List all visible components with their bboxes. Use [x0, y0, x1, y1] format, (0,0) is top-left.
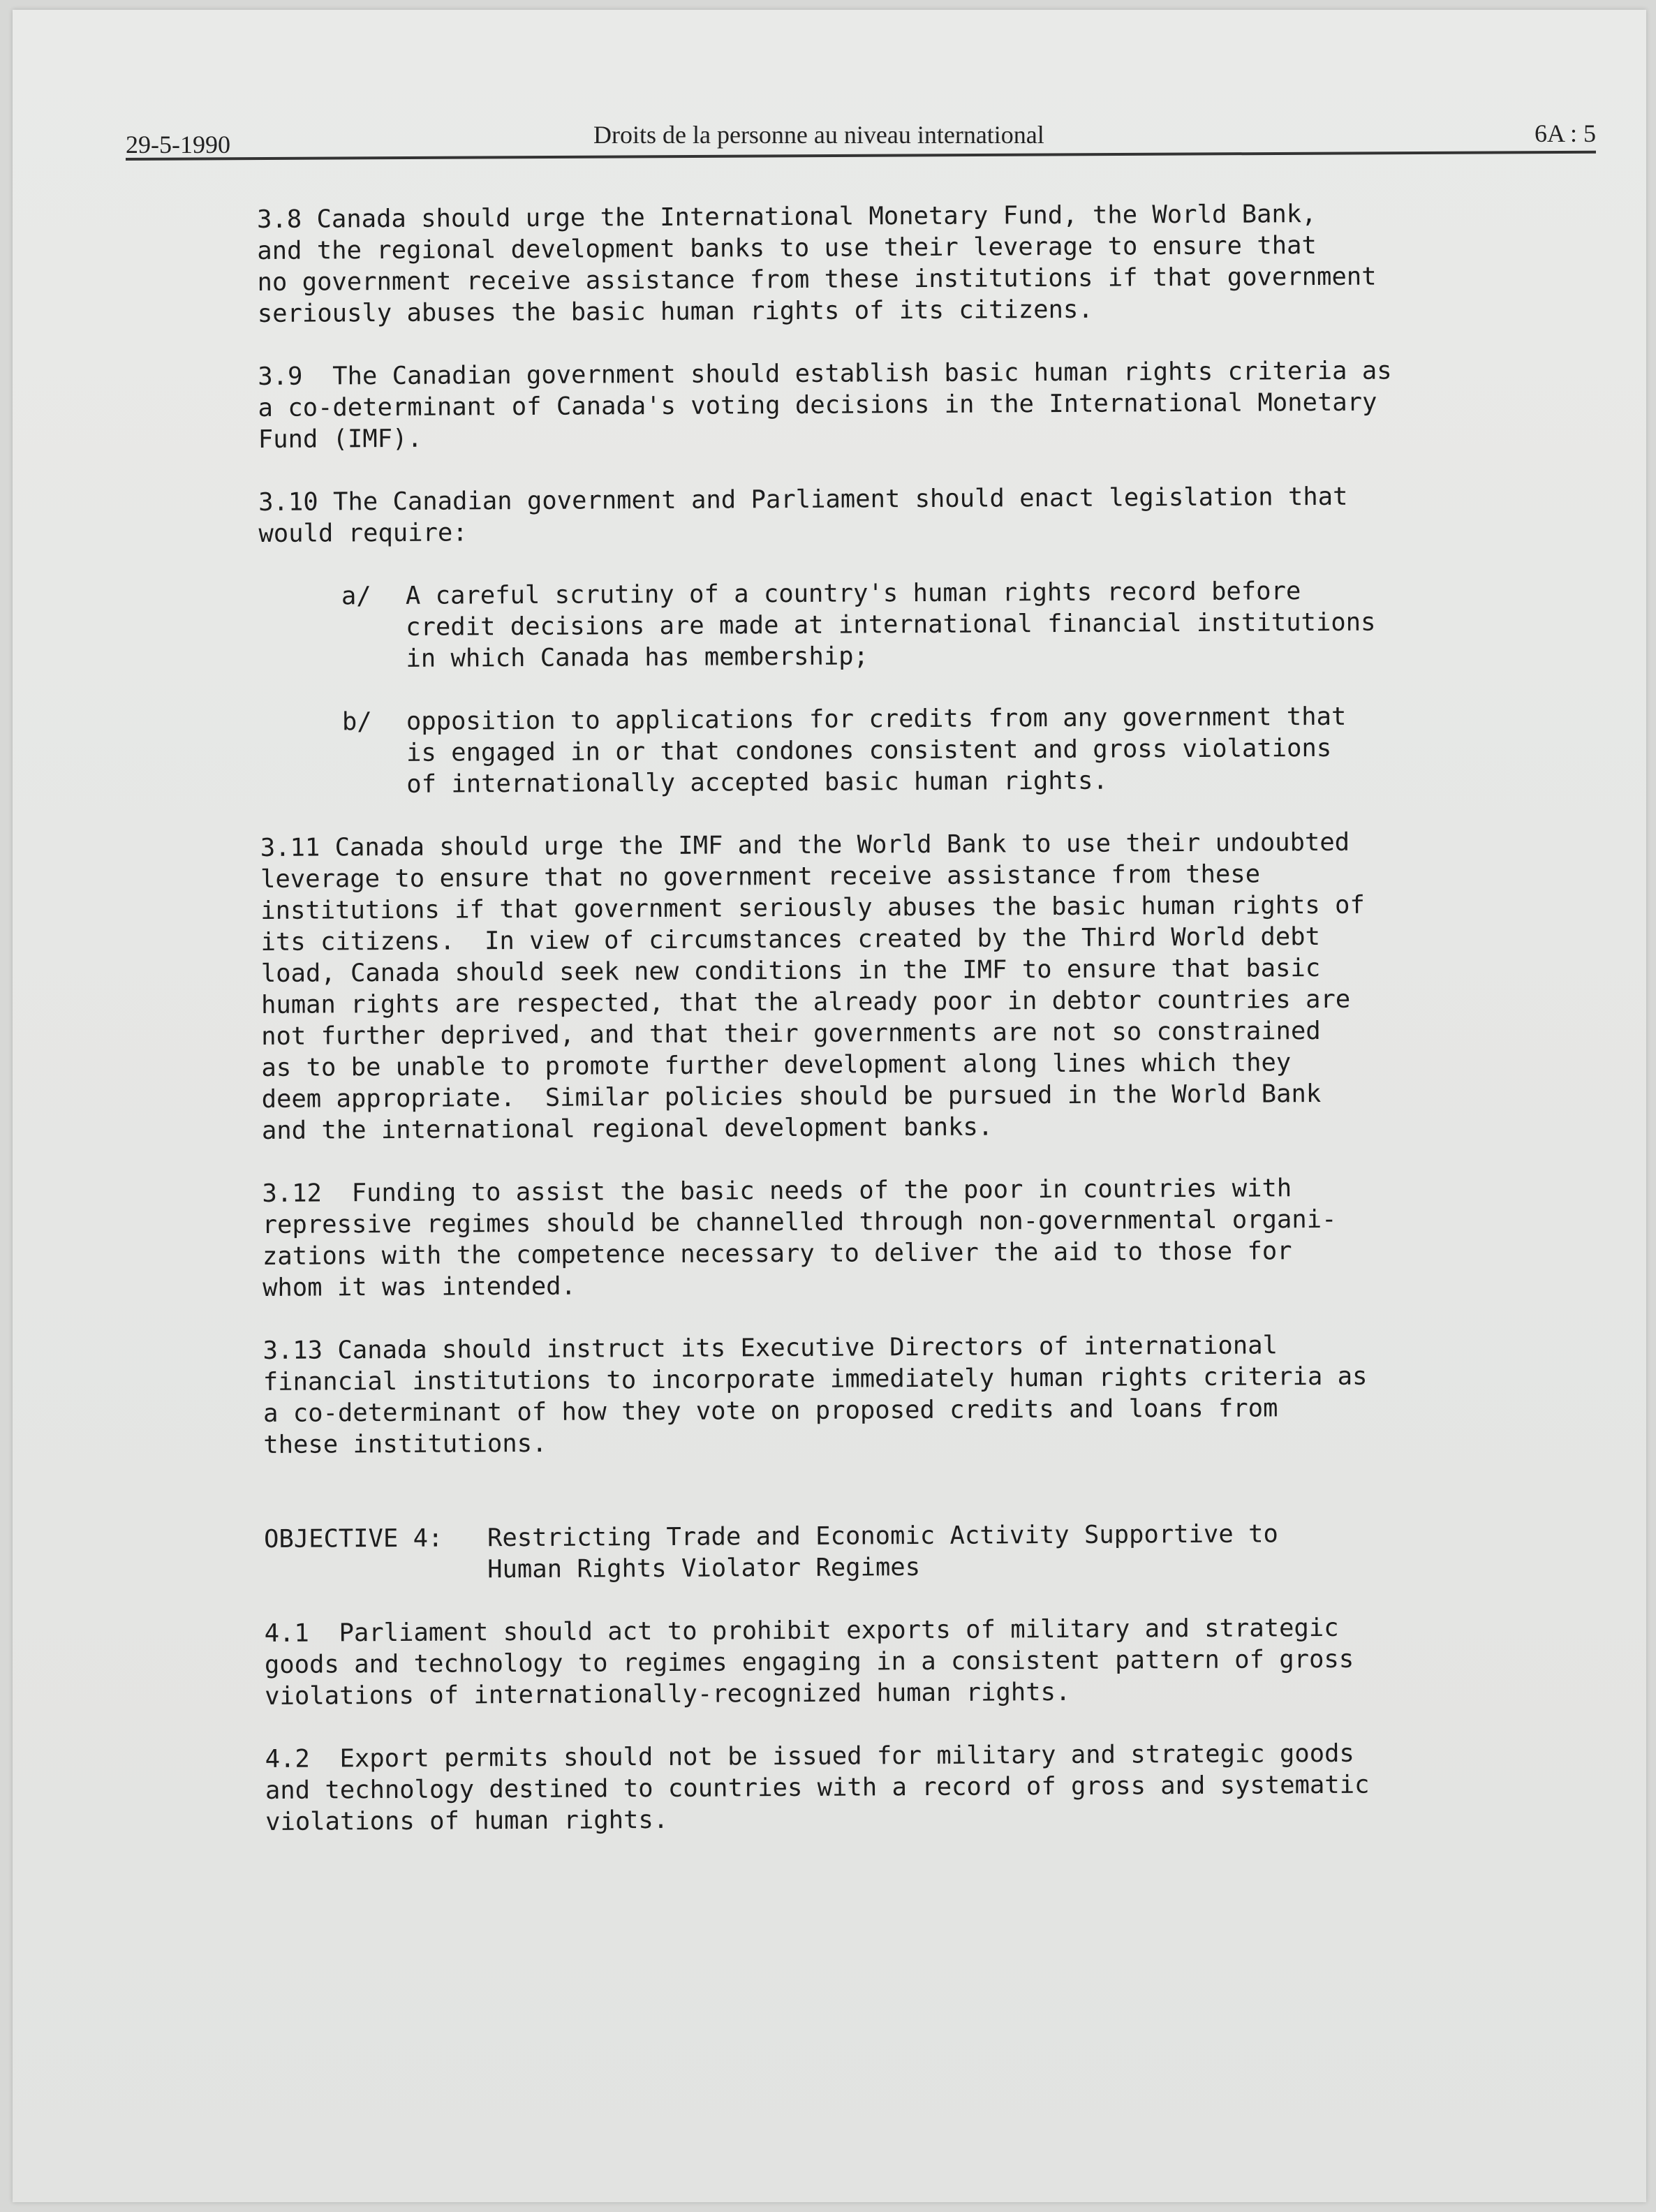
objective-label: OBJECTIVE 4:: [263, 1524, 443, 1554]
list-marker-a: a/: [341, 582, 371, 611]
objective-4-heading: [264, 1517, 1493, 1586]
list-item-a: [341, 575, 1488, 675]
paragraph-4-1: 4.1 Parliament should act to prohibit exports of military and strategic goods and technology to regimes engaging in a consistent pattern of gross violations of internationally-recognized human rights.: [264, 1613, 1354, 1711]
paragraph-4-2: 4.2 Export permits should not be issued for military and strategic goods and technology destined to countries with a record of gross and systematic violations of human rights.: [265, 1739, 1370, 1836]
list-item-b: [342, 700, 1489, 801]
paragraph-3-9: 3.9 The Canadian government should establish basic human rights criteria as a co-determinant of Canada's voting decisions in the International Monetary Fund (IMF).: [258, 356, 1392, 454]
list-marker-b: b/: [341, 707, 372, 737]
paragraph-3-8: 3.8 Canada should urge the International Monetary Fund, the World Bank, and the regional development banks to use their leverage to ensure that no government receive assistance from these institutions if that government seriously abuses the basic human rights of its citizens.: [257, 200, 1377, 328]
paragraph-3-12: 3.12 Funding to assist the basic needs of the poor in countries with repressive regimes should be channelled through non-governmental organi- zations with the competence necessary to deliver the aid to those for whom it was intended.: [262, 1174, 1337, 1302]
header-title: Droits de la personne au niveau international: [593, 121, 1044, 149]
document-body: [257, 198, 1494, 1869]
list-text-b: opposition to applications for credits from any government that is engaged in or that condones consistent and gross violations of internationally accepted basic human rights.: [406, 702, 1347, 799]
paragraph-3-11: 3.11 Canada should urge the IMF and the World Bank to use their undoubted leverage to ensure that no government receive assistance from these institutions if that government seriously abuses the basic human rights of its citizens. In view of circumstances created by the Third World debt load, Canada should seek new conditions in the IMF to ensure that basic human rights are respected, that the already poor in debtor countries are not further deprived, and that their governments are not so constrained as to be unable to promote further development along lines which they deem appropriate. Similar policies should be pursued in the World Bank and the international regional development banks.: [260, 827, 1365, 1145]
header-page-number: 6A : 5: [1534, 119, 1596, 147]
objective-title: Restricting Trade and Economic Activity Supportive to Human Rights Violator Regimes: [487, 1519, 1278, 1584]
paragraph-3-10: 3.10 The Canadian government and Parliament should enact legislation that would require:: [258, 482, 1348, 548]
header-date: 29-5-1990: [126, 131, 230, 158]
list-text-a: A careful scrutiny of a country's human rights record before credit decisions are made at international financial institutions in which Canada has membership;: [405, 577, 1376, 673]
paragraph-3-13: 3.13 Canada should instruct its Executive Directors of international financial institutions to incorporate immediately human rights criteria as a co-determinant of how they vote on proposed credits and loans from these institutions.: [263, 1331, 1368, 1459]
page-header: [126, 115, 1596, 156]
